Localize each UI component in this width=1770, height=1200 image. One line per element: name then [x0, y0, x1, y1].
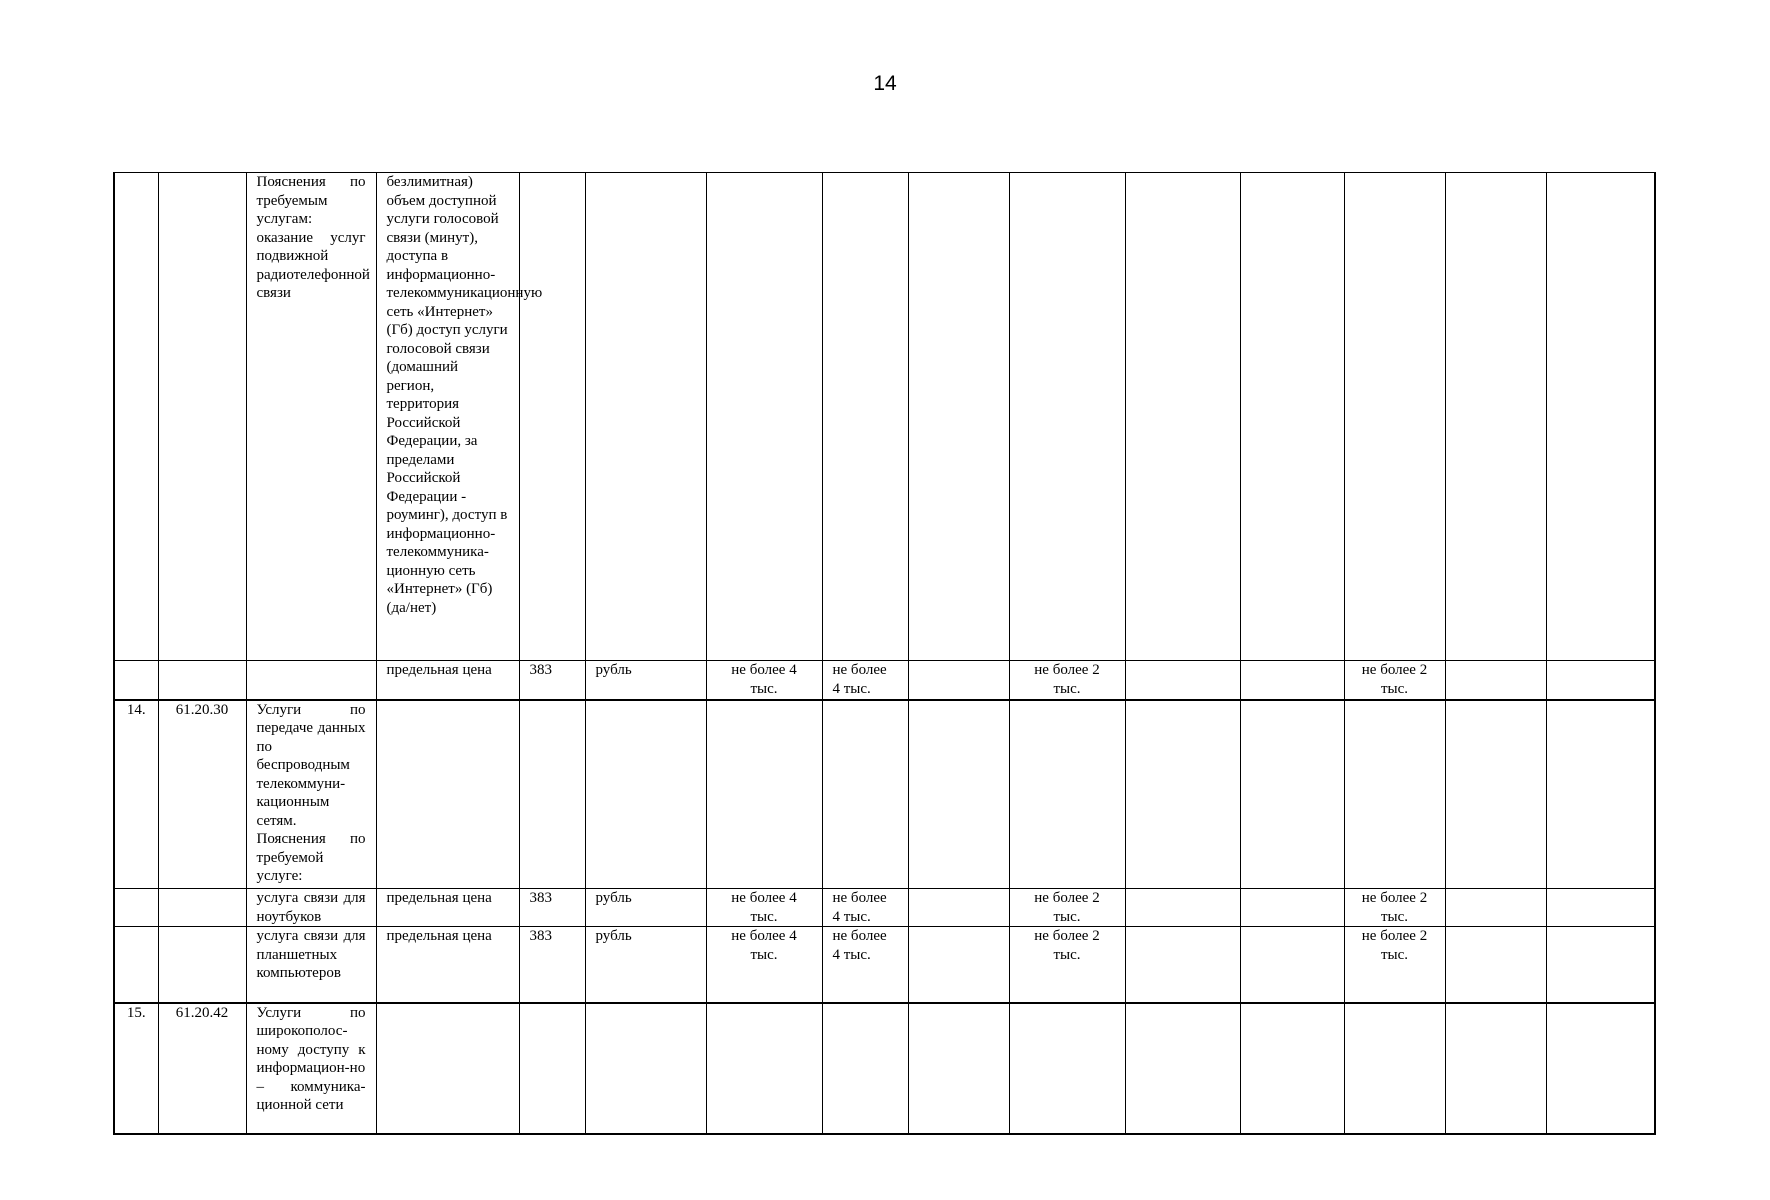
- table-row: [114, 661, 1655, 700]
- value-cell: [1125, 700, 1240, 889]
- value-cell: [706, 700, 822, 889]
- okei-code-cell: [519, 700, 585, 889]
- value-cell: [1240, 700, 1344, 889]
- value-cell: [1344, 173, 1445, 661]
- code-cell: 61.20.42: [158, 1003, 246, 1134]
- value-cell: [1546, 173, 1655, 661]
- service-name-cell: услуга связи для планшетных компьютеров: [246, 927, 376, 1003]
- table-row: [114, 700, 1655, 889]
- row-number-cell: [114, 889, 158, 927]
- unit-cell: [585, 173, 706, 661]
- value-cell: не более 2 тыс.: [1009, 927, 1125, 1003]
- code-cell: 61.20.30: [158, 700, 246, 889]
- service-name-cell: Услуги по передаче данных по беспроводным телекоммуни-кационным сетям. Пояснения по требуемой услуге:: [246, 700, 376, 889]
- value-cell: [1240, 1003, 1344, 1134]
- value-cell: не более 4 тыс.: [706, 927, 822, 1003]
- value-cell: [822, 173, 908, 661]
- value-cell: [908, 661, 1009, 700]
- service-name-cell: Пояснения по требуемым услугам: оказание услуг подвижной радиотелефонной связи: [246, 173, 376, 661]
- value-cell: [822, 700, 908, 889]
- value-cell: [908, 927, 1009, 1003]
- unit-cell: [585, 1003, 706, 1134]
- value-cell: [822, 1003, 908, 1134]
- value-cell: [706, 1003, 822, 1134]
- value-cell: [1445, 700, 1546, 889]
- value-cell: [1240, 173, 1344, 661]
- value-cell: [908, 889, 1009, 927]
- unit-cell: рубль: [585, 889, 706, 927]
- service-name-cell: [246, 661, 376, 700]
- value-cell: не более 4 тыс.: [706, 889, 822, 927]
- table-row: [114, 927, 1655, 1003]
- okei-code-cell: [519, 1003, 585, 1134]
- unit-cell: рубль: [585, 661, 706, 700]
- value-cell: [1125, 173, 1240, 661]
- value-cell: [1344, 700, 1445, 889]
- okei-code-cell: 383: [519, 927, 585, 1003]
- table-row: [114, 889, 1655, 927]
- service-name-cell: услуга связи для ноутбуков: [246, 889, 376, 927]
- unit-cell: [585, 700, 706, 889]
- table-row: [114, 173, 1655, 661]
- value-cell: [908, 700, 1009, 889]
- value-cell: [1240, 927, 1344, 1003]
- code-cell: [158, 927, 246, 1003]
- characteristic-cell: безлимитная) объем доступной услуги голосовой связи (минут), доступа в информационно-телекоммуникационную сеть «Интернет» (Гб) доступ услуги голосовой связи (домашний регион, территория Российской Федерации, за пределами Российской Федерации - роуминг), доступ в информационно-телекоммуника-ционную сеть «Интернет» (Гб) (да/нет): [376, 173, 519, 661]
- code-cell: [158, 173, 246, 661]
- characteristic-cell: предельная цена: [376, 927, 519, 1003]
- value-cell: [1009, 173, 1125, 661]
- characteristic-cell: предельная цена: [376, 661, 519, 700]
- value-cell: [1445, 173, 1546, 661]
- characteristic-cell: [376, 700, 519, 889]
- row-number-cell: 14.: [114, 700, 158, 889]
- value-cell: [1546, 700, 1655, 889]
- value-cell: не более 4 тыс.: [706, 661, 822, 700]
- service-name-cell: Услуги по широкополос-ному доступу к информацион-но – коммуника-ционной сети: [246, 1003, 376, 1134]
- code-cell: [158, 661, 246, 700]
- page-number: 14: [873, 72, 897, 95]
- unit-cell: рубль: [585, 927, 706, 1003]
- value-cell: [1445, 661, 1546, 700]
- value-cell: [1546, 889, 1655, 927]
- value-cell: [1125, 927, 1240, 1003]
- value-cell: [1125, 889, 1240, 927]
- value-cell: [1009, 1003, 1125, 1134]
- value-cell: не более 4 тыс.: [822, 889, 908, 927]
- value-cell: не более 2 тыс.: [1009, 661, 1125, 700]
- value-cell: [1125, 1003, 1240, 1134]
- value-cell: не более 2 тыс.: [1009, 889, 1125, 927]
- value-cell: не более 4 тыс.: [822, 661, 908, 700]
- row-number-cell: [114, 927, 158, 1003]
- requirements-table: [113, 172, 1656, 1135]
- value-cell: не более 2 тыс.: [1344, 661, 1445, 700]
- value-cell: [1009, 700, 1125, 889]
- value-cell: не более 2 тыс.: [1344, 889, 1445, 927]
- value-cell: [1344, 1003, 1445, 1134]
- value-cell: [706, 173, 822, 661]
- row-number-cell: [114, 661, 158, 700]
- value-cell: [908, 1003, 1009, 1134]
- value-cell: [1445, 927, 1546, 1003]
- code-cell: [158, 889, 246, 927]
- row-number-cell: [114, 173, 158, 661]
- characteristic-cell: предельная цена: [376, 889, 519, 927]
- value-cell: [908, 173, 1009, 661]
- value-cell: [1125, 661, 1240, 700]
- value-cell: [1240, 889, 1344, 927]
- value-cell: [1445, 1003, 1546, 1134]
- value-cell: не более 2 тыс.: [1344, 927, 1445, 1003]
- value-cell: [1240, 661, 1344, 700]
- okei-code-cell: [519, 173, 585, 661]
- okei-code-cell: 383: [519, 889, 585, 927]
- value-cell: [1546, 661, 1655, 700]
- row-number-cell: 15.: [114, 1003, 158, 1134]
- value-cell: не более 4 тыс.: [822, 927, 908, 1003]
- value-cell: [1546, 1003, 1655, 1134]
- table-row: [114, 1003, 1655, 1134]
- value-cell: [1546, 927, 1655, 1003]
- okei-code-cell: 383: [519, 661, 585, 700]
- characteristic-cell: [376, 1003, 519, 1134]
- value-cell: [1445, 889, 1546, 927]
